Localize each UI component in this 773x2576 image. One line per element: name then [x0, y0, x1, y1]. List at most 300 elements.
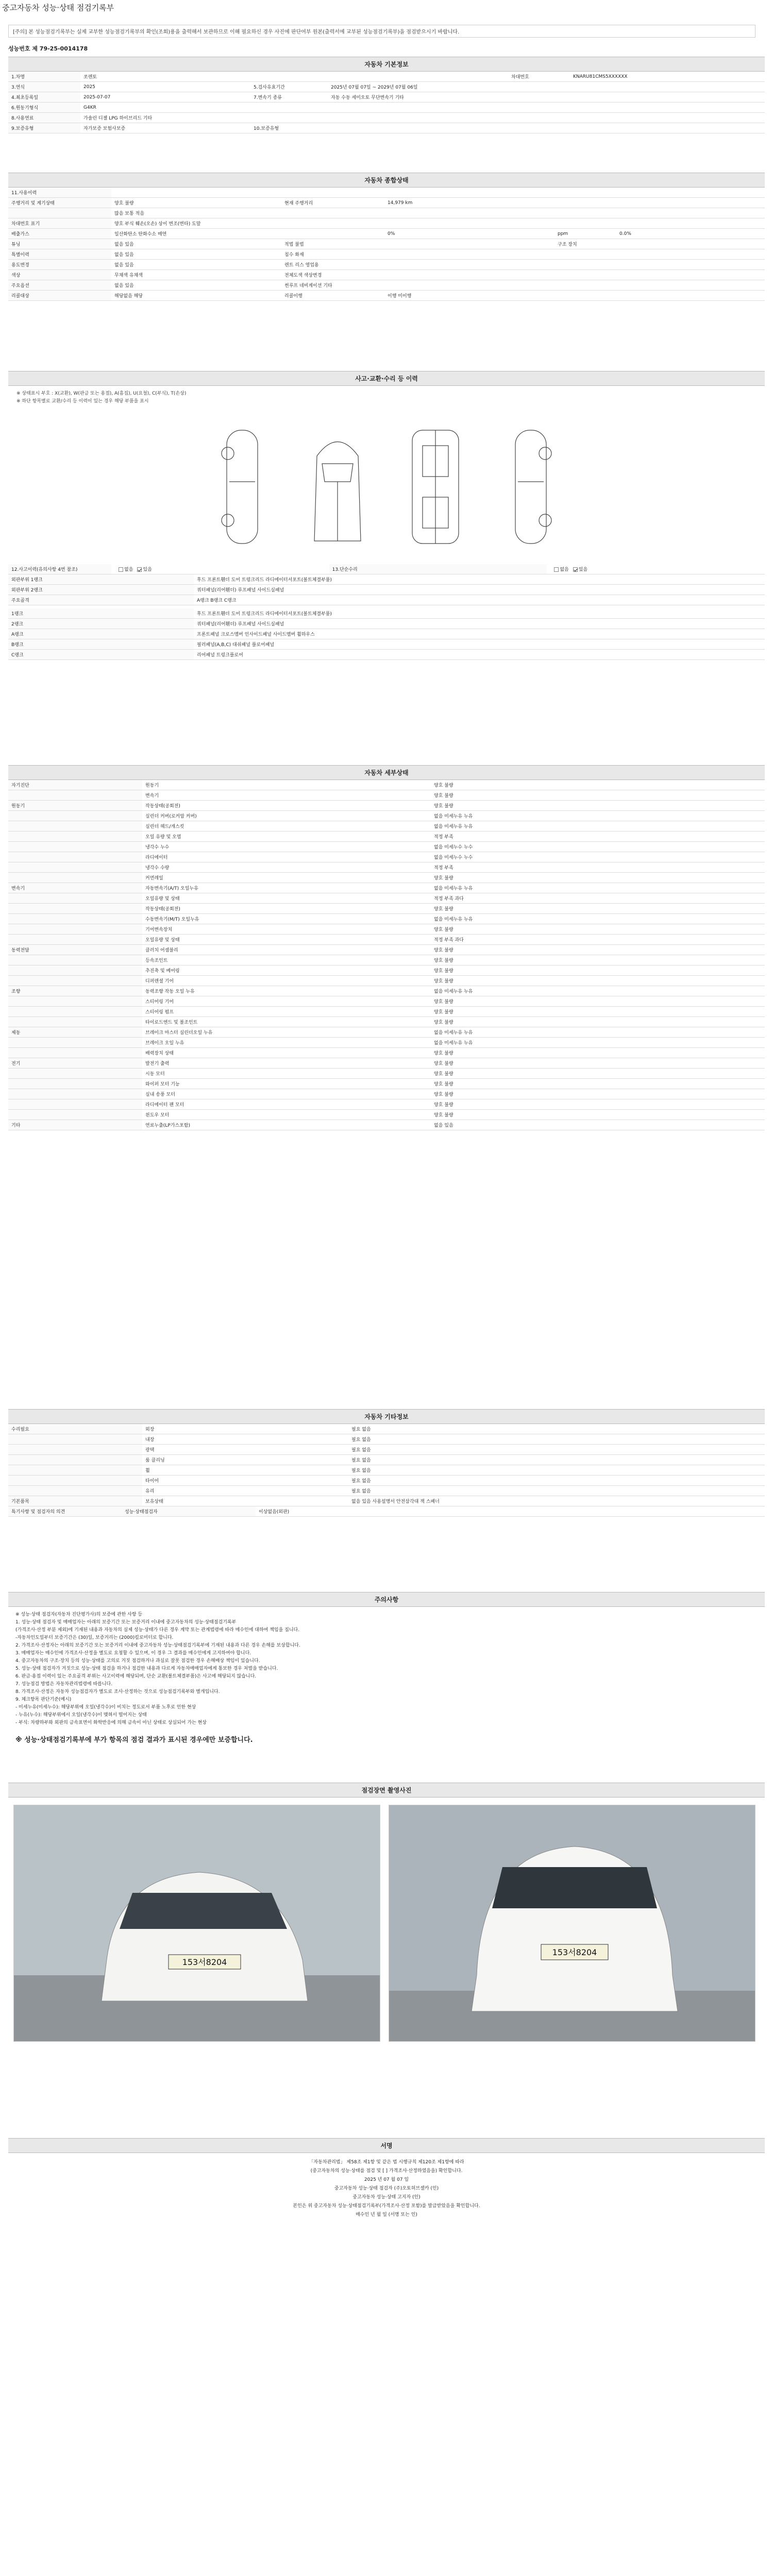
table-cell: 프론트패널 크로스멤버 인사이드패널 사이드멤버 휠하우스 [194, 629, 765, 639]
checkbox-checked-icon [137, 567, 142, 572]
table-cell: 0.0% [616, 229, 765, 239]
table-row [8, 1445, 765, 1455]
table-row [8, 1048, 765, 1058]
table-row [8, 1099, 765, 1110]
table-cell [570, 92, 765, 103]
table-row [8, 239, 765, 249]
table-cell: 없음 있음 [111, 280, 281, 291]
table-cell: 없음 미세누유 누유 [431, 1038, 765, 1048]
table-cell: 침수 화재 [281, 249, 384, 260]
table-cell: 타이로드엔드 및 볼조인트 [142, 1017, 431, 1027]
table-cell: 양호 불량 [431, 976, 765, 986]
table-row [8, 811, 765, 821]
table-cell [554, 270, 616, 280]
table-row [8, 629, 765, 639]
opinion-mid: 성능·상태점검자 [122, 1506, 256, 1517]
table-cell [8, 1007, 142, 1017]
accident-table [8, 564, 765, 574]
table-cell: 필요 없음 [348, 1455, 765, 1465]
table-cell: 양호 불량 [431, 955, 765, 965]
table-row [8, 574, 765, 585]
table-cell: 차대번호 표기 [8, 218, 111, 229]
table-cell [616, 188, 765, 198]
table-cell: 적법 불법 [281, 239, 384, 249]
table-cell [616, 239, 765, 249]
table-row [8, 270, 765, 280]
table-row [8, 595, 765, 605]
table-row [8, 986, 765, 996]
table-row [8, 1120, 765, 1130]
cautions-section [8, 1592, 765, 1747]
caution-item: 1. 성능·상태 점검자 및 매매업자는 아래의 보증기간 또는 보증거리 이내에 중고자동차의 성능·상태점검기록부 [15, 1620, 237, 1625]
table-cell: 쏘렌토 [80, 72, 250, 82]
table-cell: 11.사용이력 [8, 188, 111, 198]
table-cell: 색상 [8, 270, 111, 280]
table-row [8, 832, 765, 842]
table-row [8, 1110, 765, 1120]
table-cell: 필요 없음 [348, 1486, 765, 1496]
table-cell: 오일유량 및 상태 [142, 893, 431, 904]
table-cell [384, 239, 554, 249]
table-row [8, 935, 765, 945]
table-cell: 브레이크 마스터 실린더오일 누유 [142, 1027, 431, 1038]
table-row [8, 821, 765, 832]
table-cell: 와이퍼 모터 기능 [142, 1079, 431, 1089]
table-cell: A랭크 B랭크 C랭크 [194, 595, 765, 605]
table-row [8, 965, 765, 976]
performance-number: 성능번호 제 79-25-0014178 [8, 45, 88, 52]
table-cell: 실린더 헤드/개스킷 [142, 821, 431, 832]
table-row [8, 873, 765, 883]
table-cell: 3.연식 [8, 82, 80, 92]
table-cell: 자기진단 [8, 780, 142, 790]
table-cell [8, 1048, 142, 1058]
table-cell: 14,979 km [384, 198, 554, 208]
opinion-value: 이상없음(외판) [256, 1506, 765, 1517]
table-cell [616, 291, 765, 301]
table-cell [384, 249, 554, 260]
car-front-image-icon [14, 1805, 380, 2042]
signature-line: 「자동차관리법」 제58조 제1항 및 같은 법 시행규칙 제120조 제1항에 따라 [309, 2160, 464, 2165]
table-cell: 2025-07-07 [80, 92, 250, 103]
caution-item: 3. 매매업자는 매수인에 가격조사·산정을 별도로 요청할 수 있으며, 이 경우 그 결과를 매수인에게 고지하여야 합니다. [15, 1651, 251, 1656]
checkbox-icon [119, 567, 123, 572]
table-cell: 1랭크 [8, 608, 194, 619]
table-cell: 실린더 커버(로커암 커버) [142, 811, 431, 821]
table-cell: 7.변속기 종류 [250, 92, 328, 103]
legend-line: ※ 하단 항목별로 교환/수리 등 이력이 있는 경우 해당 부품을 표시 [16, 399, 149, 404]
table-cell [554, 198, 616, 208]
table-cell: 많음 보통 적음 [111, 208, 281, 218]
notice-text: [주의] 본 성능점검기록부는 실제 교부한 성능점검기록부의 확인(조회)용을 출력해서 보관하므로 이해 필요하신 경우 사진에 판단여부 원본(출력서에 교부된 성능점검기록부)을 점검받으시기 바랍니다. [8, 25, 755, 38]
table-cell: 기본품목 [8, 1496, 142, 1506]
signature-line: 중고자동차 성능·상태 점검자 (주)오토허브셀카 (인) [334, 2186, 439, 2191]
table-cell: 적정 부족 과다 [431, 935, 765, 945]
table-cell [250, 113, 328, 123]
table-cell: 자가보증 보험사보증 [80, 123, 250, 133]
table-cell: 양호 부식 훼손(오손) 상이 변조(변타) 도말 [111, 218, 281, 229]
table-row [8, 790, 765, 801]
table-cell: 클러치 어셈블리 [142, 945, 431, 955]
detail-section [8, 765, 765, 1130]
table-cell: 10.보증유형 [250, 123, 328, 133]
table-cell [616, 208, 765, 218]
table-cell: 특별이력 [8, 249, 111, 260]
table-row [8, 862, 765, 873]
table-cell: 없음 미세누유 누유 [431, 811, 765, 821]
table-cell: 기타 [8, 1120, 142, 1130]
table-cell: 적정 부족 과다 [431, 893, 765, 904]
table-cell [281, 208, 384, 218]
table-cell [384, 208, 554, 218]
table-row [8, 249, 765, 260]
table-cell: C랭크 [8, 650, 194, 660]
table-cell [328, 72, 508, 82]
cautions-list [8, 1607, 765, 1731]
table-cell: 양호 불량 [431, 1058, 765, 1069]
table-cell: 리콜이행 [281, 291, 384, 301]
table-cell: 배력장치 상태 [142, 1048, 431, 1058]
table-cell: 0% [384, 229, 554, 239]
table-cell [250, 103, 328, 113]
signature-line: (중고자동차의 성능·상태를 점검 및 [ ] 가격조사·산정하였음을) 확인합니다. [310, 2168, 463, 2174]
caution-item: ※ 성능·상태 점검자(자동차 진단평가사)의 보증에 관한 사항 등 [15, 1612, 143, 1617]
table-cell [384, 218, 554, 229]
table-cell: 양호 불량 [431, 1110, 765, 1120]
table-row [8, 1038, 765, 1048]
car-top-front-icon [304, 425, 371, 549]
section-header: 주의사항 [8, 1592, 765, 1607]
section-header: 서명 [8, 2138, 765, 2153]
other-table [8, 1424, 765, 1506]
table-cell [328, 113, 508, 123]
table-cell: 냉각수 누수 [142, 842, 431, 852]
table-cell: ppm [554, 229, 616, 239]
table-row [8, 229, 765, 239]
table-cell [384, 188, 554, 198]
table-cell [570, 103, 765, 113]
table-row [8, 218, 765, 229]
table-cell [554, 208, 616, 218]
table-cell: 없음 미세누유 누유 [431, 883, 765, 893]
detail-table [8, 780, 765, 1130]
table-cell: 없음 미세누수 누수 [431, 852, 765, 862]
caution-item: 6. 판금·용접 이력이 있는 주요골격 부위는 사고이력에 해당되며, 단순 교환(볼트체결부품)은 사고에 해당되지 않습니다. [15, 1674, 257, 1679]
table-cell [616, 270, 765, 280]
table-cell: 없음 미세누수 누수 [431, 842, 765, 852]
table-cell: 실내 송풍 모터 [142, 1089, 431, 1099]
front-photo [13, 1805, 380, 2042]
table-cell: 9.보증유형 [8, 123, 80, 133]
table-cell: 후드 프론트휀더 도어 트렁크리드 라디에이터서포트(볼트체결부품) [194, 574, 765, 585]
table-row [8, 955, 765, 965]
table-cell [508, 113, 570, 123]
table-cell: 외판부위 2랭크 [8, 585, 194, 595]
table-cell: 양호 불량 [431, 801, 765, 811]
table-cell [8, 832, 142, 842]
table-cell: 라디에이터 팬 모터 [142, 1099, 431, 1110]
checkbox-icon [554, 567, 559, 572]
table-cell: 가솔린 디젤 LPG 하이브리드 기타 [80, 113, 250, 123]
table-row [8, 650, 765, 660]
table-cell: 2025년 07월 07일 ~ 2029년 07월 06일 [328, 82, 508, 92]
table-cell: 적정 부족 [431, 862, 765, 873]
table-row [8, 619, 765, 629]
table-row [8, 1069, 765, 1079]
table-cell [616, 249, 765, 260]
table-cell: 튜닝 [8, 239, 111, 249]
table-cell [281, 218, 384, 229]
table-cell: KNARU81CMS5XXXXXX [570, 72, 765, 82]
table-cell: 원동기 [142, 780, 431, 790]
table-cell: 용도변경 [8, 260, 111, 270]
caution-item: 4. 중고자동차의 구조·장치 등의 성능·상태를 고의로 거짓 점검하거나 과실로 잘못 점검한 경우 손해배상 책임이 있습니다. [15, 1658, 260, 1664]
table-cell [328, 123, 508, 133]
checkbox-checked-icon [573, 567, 578, 572]
table-cell [8, 821, 142, 832]
table-cell [111, 188, 281, 198]
table-row [8, 1017, 765, 1027]
caution-item: 5. 성능·상태 점검자가 거짓으로 성능·상태 점검을 하거나 점검한 내용과 다르게 자동차매매업자에게 통보한 경우 처벌을 받습니다. [15, 1666, 278, 1671]
table-cell: 쿼터패널(리어휀더) 루프패널 사이드실패널 [194, 619, 765, 629]
table-cell [8, 1486, 142, 1496]
basic-info-table [8, 72, 765, 133]
table-cell: 썬루프 네비게이션 기타 [281, 280, 384, 291]
caution-item: -자동차인도일부터 보증기간은 (30)일, 보증거리는 (2000)킬로미터로 합니다. [15, 1635, 174, 1640]
table-cell: 없음 미세누유 누유 [431, 821, 765, 832]
table-row [8, 996, 765, 1007]
table-cell: 필요 없음 [348, 1445, 765, 1455]
table-cell [616, 280, 765, 291]
table-cell [8, 1455, 142, 1465]
table-cell: 디퍼렌셜 기어 [142, 976, 431, 986]
table-cell [616, 260, 765, 270]
table-cell: 6.원동기형식 [8, 103, 80, 113]
table-row [8, 1465, 765, 1476]
table-cell: 라디에이터 [142, 852, 431, 862]
signature-line: 중고자동차 성능·상태 고지자 (인) [352, 2195, 421, 2200]
table-cell: 수리필요 [8, 1424, 142, 1434]
table-cell [554, 280, 616, 291]
table-row [8, 1486, 765, 1496]
table-cell: 양호 불량 [431, 790, 765, 801]
table-cell: 이행 미이행 [384, 291, 554, 301]
table-cell: 스티어링 펌프 [142, 1007, 431, 1017]
table-cell [8, 996, 142, 1007]
table-row [8, 852, 765, 862]
table-cell: 2025 [80, 82, 250, 92]
table-cell: 양호 불량 [431, 1099, 765, 1110]
table-cell: 양호 불량 [431, 1007, 765, 1017]
table-row [8, 1079, 765, 1089]
table-cell: 냉각수 수량 [142, 862, 431, 873]
table-cell [8, 862, 142, 873]
table-cell: 양호 불량 [431, 924, 765, 935]
table-cell: 조향 [8, 986, 142, 996]
table-cell [8, 208, 111, 218]
table-cell: 일산화탄소 탄화수소 매연 [111, 229, 281, 239]
overall-status-table [8, 188, 765, 301]
parts-table [8, 608, 765, 660]
table-cell: 자동변속기(A/T) 오일누유 [142, 883, 431, 893]
section-header: 점검장면 촬영사진 [8, 1783, 765, 1798]
table-cell: 등속조인트 [142, 955, 431, 965]
table-cell: 구조 장치 [554, 239, 616, 249]
table-cell: 리어패널 트렁크플로어 [194, 650, 765, 660]
table-row [8, 280, 765, 291]
car-side-right-icon [500, 425, 562, 549]
caution-item: (가격조사·산정 부분 제외)에 기재된 내용과 자동차의 실제 성능·상태가 다른 경우 계약 또는 관계법령에 따라 매수인에 대하여 책임을 집니다. [15, 1628, 300, 1633]
table-cell: 동력조향 작동 오일 누유 [142, 986, 431, 996]
table-row [8, 198, 765, 208]
table-cell: 기어변속장치 [142, 924, 431, 935]
table-row [8, 904, 765, 914]
table-row [8, 1007, 765, 1017]
other-info-section [8, 1409, 765, 1517]
table-cell [8, 1099, 142, 1110]
table-cell: B랭크 [8, 639, 194, 650]
table-cell: A랭크 [8, 629, 194, 639]
table-cell: 시동 모터 [142, 1069, 431, 1079]
caution-item: 8. 가격조사·산정은 자동차 성능점검자가 별도로 조사·산정하는 것으로 성능점검기록부와 별개입니다. [15, 1689, 220, 1694]
table-cell: 양호 불량 [431, 1048, 765, 1058]
table-cell [8, 1079, 142, 1089]
table-cell [8, 1476, 142, 1486]
table-cell: 브레이크 오일 누유 [142, 1038, 431, 1048]
table-row [8, 260, 765, 270]
table-cell: 5.검사유효기간 [250, 82, 328, 92]
table-cell: 렌트 리스 영업용 [281, 260, 384, 270]
legend-line: ※ 상태표시 부호 : X(교환), W(판금 또는 용접), A(흠집), U(요철), C(부식), T(손상) [16, 391, 187, 396]
table-cell [8, 1434, 142, 1445]
table-cell: 유리 [142, 1486, 348, 1496]
table-cell: 해당없음 해당 [111, 291, 281, 301]
table-row [8, 608, 765, 619]
rear-photo [389, 1805, 755, 2042]
table-cell: 주요골격 [8, 595, 194, 605]
table-cell [8, 1017, 142, 1027]
exterior-section [8, 371, 765, 660]
table-cell [570, 82, 765, 92]
table-cell: 보유상태 [142, 1496, 348, 1506]
table-cell [8, 1069, 142, 1079]
table-cell: 변속기 [142, 790, 431, 801]
table-row [8, 945, 765, 955]
table-cell [8, 1038, 142, 1048]
table-cell [554, 188, 616, 198]
plate-text: 153서8204 [182, 1957, 227, 1967]
table-cell [384, 280, 554, 291]
table-cell: 오일 유량 및 오염 [142, 832, 431, 842]
table-cell: 차대번호 [508, 72, 570, 82]
table-cell: 외판부위 1랭크 [8, 574, 194, 585]
table-cell [8, 904, 142, 914]
table-cell [8, 1465, 142, 1476]
table-cell: 타이어 [142, 1476, 348, 1486]
table-cell [554, 218, 616, 229]
caution-item: - 미세누유(미세누수): 해당부위에 오일(냉각수)이 비치는 정도로서 부품 노후로 인한 현상 [15, 1705, 196, 1710]
table-row [8, 1424, 765, 1434]
signature-block [8, 2153, 765, 2225]
table-row [8, 842, 765, 852]
table-cell: 양호 불량 [431, 1079, 765, 1089]
table-row [8, 1496, 765, 1506]
table-cell [8, 842, 142, 852]
table-row [8, 103, 765, 113]
table-row [8, 113, 765, 123]
table-row [8, 1434, 765, 1445]
table-cell: 없음 미세누유 누유 [431, 1027, 765, 1038]
table-cell: 내장 [142, 1434, 348, 1445]
table-row [8, 82, 765, 92]
table-cell: 8.사용연료 [8, 113, 80, 123]
table-cell [8, 965, 142, 976]
table-cell: 1.차명 [8, 72, 80, 82]
table-cell: 양호 불량 [431, 996, 765, 1007]
table-cell: 양호 불량 [431, 1089, 765, 1099]
table-cell: 주행거리 및 계기상태 [8, 198, 111, 208]
repair-value: 없음 있음 [547, 564, 765, 574]
car-underbody-icon [402, 425, 469, 549]
photos-section [8, 1783, 765, 2049]
table-row [8, 893, 765, 904]
table-cell [616, 218, 765, 229]
table-cell: 없음 있음 [111, 239, 281, 249]
table-cell: 작동상태(공회전) [142, 801, 431, 811]
table-cell: G4KR [80, 103, 250, 113]
table-cell [570, 123, 765, 133]
table-cell [8, 1445, 142, 1455]
table-cell: 자동 수동 세미오토 무단변속기 기타 [328, 92, 508, 103]
table-row [8, 123, 765, 133]
table-cell [384, 270, 554, 280]
table-cell: 양호 불량 [431, 873, 765, 883]
table-cell: 동력전달 [8, 945, 142, 955]
table-cell: 필러패널(A,B,C) 대쉬패널 플로어패널 [194, 639, 765, 650]
table-cell: 전기 [8, 1058, 142, 1069]
table-row [8, 188, 765, 198]
table-cell: 양호 불량 [431, 780, 765, 790]
table-cell [281, 229, 384, 239]
table-cell [508, 103, 570, 113]
table-cell [554, 249, 616, 260]
rank-table [8, 574, 765, 605]
table-cell: 양호 불량 [431, 1069, 765, 1079]
cautions-bold: ※ 성능·상태점검기록부에 부가 항목의 점검 결과가 표시된 경우에만 보증합니다. [15, 1736, 253, 1744]
accident-label: 12.사고이력(유의사항 4번 참조) [8, 564, 111, 574]
table-cell: 필요 없음 [348, 1476, 765, 1486]
table-cell [8, 1110, 142, 1120]
caution-item: 2. 가격조사·산정자는 아래의 보증기간 또는 보증거리 이내에 중고자동차 성능·상태점검기록부에 기재된 내용과 다른 경우 손해를 보상합니다. [15, 1643, 300, 1648]
table-cell: 배출가스 [8, 229, 111, 239]
caution-item: 9. 체크항목 판단기준(예시) [15, 1697, 72, 1702]
table-cell: 없음 있음 [111, 260, 281, 270]
table-cell: 쿼터패널(리어휀더) 루프패널 사이드실패널 [194, 585, 765, 595]
repair-label: 13.단순수리 [329, 564, 547, 574]
table-cell: 필요 없음 [348, 1465, 765, 1476]
signature-line: 매수인 년 월 일 (서명 또는 인) [356, 2212, 417, 2217]
car-side-left-icon [211, 425, 273, 549]
table-cell [508, 123, 570, 133]
legend [8, 386, 765, 410]
table-cell: 리콜대상 [8, 291, 111, 301]
table-row [8, 883, 765, 893]
car-diagram [8, 410, 765, 564]
table-cell: 발전기 출력 [142, 1058, 431, 1069]
section-header: 자동차 기본정보 [8, 57, 765, 72]
table-row [8, 1476, 765, 1486]
table-cell: 무채색 유채색 [111, 270, 281, 280]
